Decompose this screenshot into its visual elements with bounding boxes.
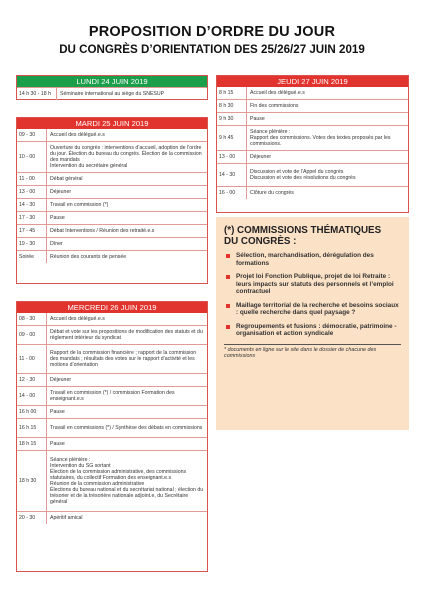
desc-cell: Déjeuner — [50, 189, 72, 195]
time-cell: 11 - 00 — [17, 345, 47, 373]
time-cell: 14 - 30 — [17, 199, 47, 211]
time-cell: 9 h 30 — [217, 113, 247, 125]
desc-cell: Travail en commissions (*) / Synthèse des débats en commissions — [50, 425, 203, 431]
table-row — [17, 405, 207, 418]
time-cell: 8 h 30 — [217, 100, 247, 112]
desc-cell: Débat Interventions / Réunion des retraité.e.s — [50, 228, 155, 234]
time-cell: 16 - 00 — [217, 187, 247, 199]
time-cell: 09 - 30 — [17, 129, 47, 141]
square-bullet-icon — [226, 325, 230, 329]
time-cell: 13 - 00 — [217, 151, 247, 163]
schedule-thursday — [216, 75, 409, 213]
square-bullet-icon — [226, 275, 230, 279]
desc-cell: Accueil des délégué.e.s — [50, 316, 105, 322]
time-cell: 16 h 15 — [17, 419, 47, 437]
tuesday-header: MARDI 25 JUIN 2019 — [17, 118, 207, 129]
page-title: PROPOSITION D’ORDRE DU JOUR — [88, 24, 336, 40]
commission-item: Maillage territorial de la recherche et besoins sociaux : quelle recherche dans quel paysage ? — [224, 302, 401, 317]
desc-cell: Réunion des courants de pensée — [50, 254, 127, 260]
desc-cell: Pause — [250, 116, 265, 122]
desc-cell: Apéritif amical — [50, 515, 83, 521]
table-row — [17, 141, 207, 172]
desc-cell: Débat général — [50, 176, 83, 182]
time-cell: 12 - 30 — [17, 374, 47, 386]
time-cell: 10 - 00 — [17, 142, 47, 172]
table-row — [217, 112, 408, 125]
table-row — [17, 185, 207, 198]
schedule-wednesday — [16, 301, 208, 572]
time-cell: 20 - 30 — [17, 512, 47, 524]
table-row — [17, 373, 207, 386]
table-row — [17, 386, 207, 405]
square-bullet-icon — [226, 304, 230, 308]
wednesday-header: MERCREDI 26 JUIN 2019 — [17, 302, 207, 313]
time-cell: 14 h 30 - 18 h — [17, 88, 57, 100]
desc-cell: Discussion et vote de l’Appel du congrès Discussion et vote des résolutions du congrès — [250, 169, 356, 181]
time-cell: 17 - 45 — [17, 225, 47, 237]
table-row — [17, 172, 207, 185]
time-cell: 14 - 00 — [17, 387, 47, 405]
desc-cell: Débat et vote sur les propositions de modification des statuts et du règlement intérieur du syndicat — [50, 329, 203, 341]
commission-item: Projet loi Fonction Publique, projet de loi Retraite : leurs impacts sur statuts des personnels et l’emploi contractuel — [224, 273, 401, 296]
time-cell: 17 - 30 — [17, 212, 47, 224]
monday-header: LUNDI 24 JUIN 2019 — [17, 76, 207, 87]
desc-cell: Déjeuner — [250, 154, 272, 160]
time-cell: 13 - 00 — [17, 186, 47, 198]
table-row — [217, 186, 408, 199]
table-row — [17, 450, 207, 511]
table-row — [17, 250, 207, 263]
desc-cell: Séance plénière : Intervention du SG sortant Élection de la commission administrative, des commissions statutaires, du collectif Formation des enseignant.e.s Réunion de la commission administrative Élections du bureau national et du secrétariat national ; élection du trésorier et de la trésorière nationale adjoint.e, du Secrétaire général — [50, 457, 204, 505]
desc-cell: Rapport de la commission financière ; rapport de la commission des mandats ; résultats des votes sur le rapport d’activité et les motions d’orientation — [50, 350, 197, 368]
time-cell: 08 - 30 — [17, 313, 47, 325]
time-cell: 8 h 15 — [217, 87, 247, 99]
desc-cell: Travail en commission (*) / commission Formation des enseignant.e.s — [50, 390, 175, 402]
commissions-panel — [216, 217, 409, 430]
time-cell: 18 h 15 — [17, 438, 47, 450]
table-row — [217, 163, 408, 186]
time-cell: 09 - 00 — [17, 326, 47, 344]
desc-cell: Séance plénière : Rapport des commissions. Votes des textes proposés par les commissions. — [250, 129, 391, 147]
table-row — [17, 87, 207, 100]
desc-cell: Déjeuner — [50, 377, 72, 383]
desc-cell: Accueil des délégué.e.s — [50, 132, 105, 138]
time-cell: 14 - 30 — [217, 164, 247, 186]
table-row — [17, 511, 207, 524]
time-cell: 9 h 45 — [217, 126, 247, 150]
table-row — [217, 125, 408, 150]
table-row — [217, 99, 408, 112]
table-row — [217, 87, 408, 99]
desc-cell: Fin des commissions — [250, 103, 299, 109]
schedule-tuesday — [16, 117, 208, 284]
square-bullet-icon — [226, 254, 230, 258]
commission-item: Sélection, marchandisation, dérégulation des formations — [224, 252, 401, 267]
time-cell: 11 - 00 — [17, 173, 47, 185]
desc-cell: Pause — [50, 409, 65, 415]
table-row — [17, 237, 207, 250]
desc-cell: Accueil des délégué.e.s — [250, 90, 305, 96]
time-cell: 16 h 00 — [17, 406, 47, 418]
time-cell: 18 h 30 — [17, 451, 47, 511]
commissions-note: * documents en ligne sur le site dans le dossier de chacune des commissions — [224, 344, 401, 360]
desc-cell: Travail en commission (*) — [50, 202, 109, 208]
commission-item: Regroupements et fusions : démocratie, patrimoine - organisation et action syndicale — [224, 323, 401, 338]
commissions-title: (*) COMMISSIONS THÉMATIQUES DU CONGRÈS : — [224, 225, 382, 247]
page-subtitle: DU CONGRÈS D’ORIENTATION DES 25/26/27 JUIN 2019 — [59, 43, 365, 56]
time-cell: 19 - 30 — [17, 238, 47, 250]
schedule-monday — [16, 75, 208, 100]
desc-cell: Pause — [50, 215, 65, 221]
table-row — [17, 325, 207, 344]
table-row — [17, 129, 207, 141]
table-row — [17, 344, 207, 373]
desc-cell: Clôture du congrès — [250, 190, 294, 196]
desc-cell: Ouverture du congrès : interventions d’accueil, adoption de l’ordre du jour. Élection du bureau du congrès. Élection de la commission des mandats Intervention du secrétaire général — [50, 145, 202, 169]
table-row — [17, 313, 207, 325]
desc-cell: Pause — [50, 441, 65, 447]
desc-cell: Dîner — [50, 241, 63, 247]
table-row — [17, 224, 207, 237]
desc-cell: Séminaire international au siège du SNESUP — [60, 91, 165, 97]
table-row — [17, 211, 207, 224]
thursday-header: JEUDI 27 JUIN 2019 — [217, 76, 408, 87]
table-row — [17, 198, 207, 211]
time-cell: Soirée — [17, 251, 47, 263]
table-row — [17, 437, 207, 450]
table-row — [17, 418, 207, 437]
table-row — [217, 150, 408, 163]
